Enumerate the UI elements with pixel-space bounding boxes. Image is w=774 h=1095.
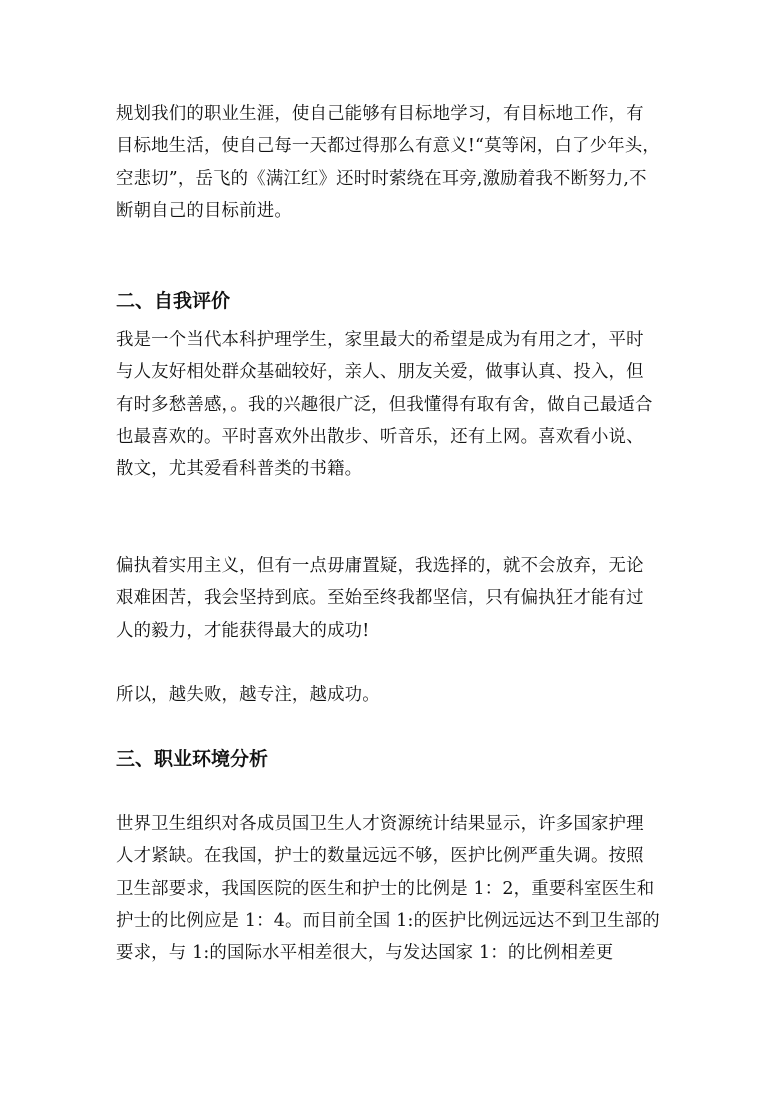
career-environment-paragraph-1: 世界卫生组织对各成员国卫生人才资源统计结果显示，许多国家护理人才紧缺。在我国，护士的数量远远不够，医护比例严重失调。按照卫生部要求，我国医院的医生和护士的比例是 1：2，重要科室医生和护士的比例应是 1：4。而目前全国 1:的医护比例远远达不到卫生部的要求，与 1:的国际水平相差很大，与发达国家 1：的比例相差更	[116, 814, 660, 964]
self-evaluation-paragraph-2: 偏执着实用主义，但有一点毋庸置疑，我选择的，就不会放弃，无论艰难困苦，我会坚持到底。至始至终我都坚信，只有偏执狂才能有过人的毅力，才能获得最大的成功!	[116, 556, 644, 641]
intro-paragraph: 规划我们的职业生涯，使自己能够有目标地学习，有目标地工作，有目标地生活，使自己每一天都过得那么有意义!“莫等闲，白了少年头，空悲切”，岳飞的《满江红》还时时萦绕在耳旁,激励着我不断努力,不断朝自己的目标前进。	[116, 104, 661, 221]
section-heading-career-environment: 三、职业环境分析	[116, 748, 269, 770]
section-heading-self-evaluation: 二、自我评价	[116, 290, 231, 312]
self-evaluation-paragraph-3: 所以，越失败，越专注，越成功。	[116, 685, 380, 705]
self-evaluation-paragraph-1: 我是一个当代本科护理学生，家里最大的希望是成为有用之才，平时与人友好相处群众基础较好，亲人、朋友关爱，做事认真、投入，但有时多愁善感，。我的兴趣很广泛，但我懂得有取有舍，做自己最适合也最喜欢的。平时喜欢外出散步、听音乐，还有上网。喜欢看小说、散文，尤其爱看科普类的书籍。	[116, 330, 653, 480]
